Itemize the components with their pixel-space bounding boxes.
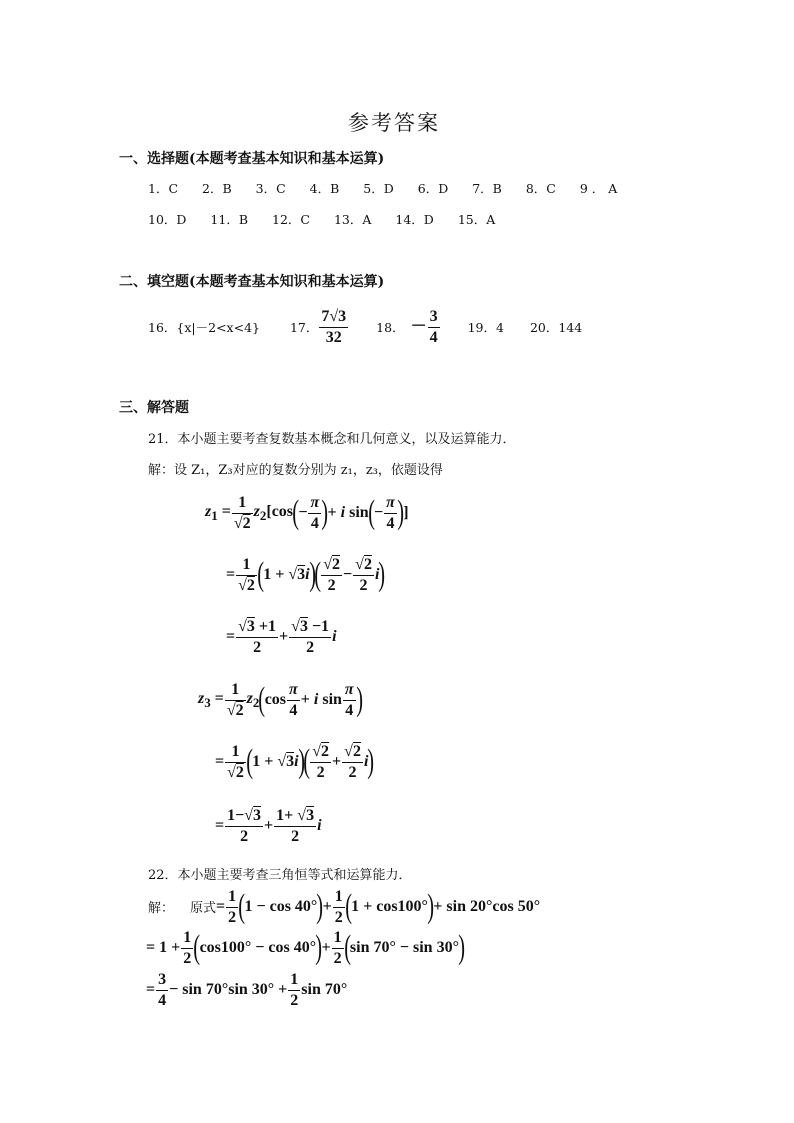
choice-answers-row-2 xyxy=(148,210,515,228)
choice-answers-row-1 xyxy=(148,179,637,197)
answer-18-label: 18． xyxy=(376,320,405,335)
answer-1: 1．C xyxy=(148,181,179,196)
page-title: 参考答案 xyxy=(348,111,440,135)
answer-16-label: 16． xyxy=(148,320,177,335)
answer-18-numerator: 3 xyxy=(428,309,440,328)
answer-9: 9 ． A xyxy=(579,181,618,196)
q22-intro: 22．本小题主要考查三角恒等式和运算能力． xyxy=(148,868,412,883)
answer-19: 19．4 xyxy=(467,320,504,335)
equation-z3-line-1: $z_3$ = $\frac{1}{√2}$ $z_2$ ( cos $\frac{\pi}{4}$ + i sin $\frac{\pi}{4}$ ) xyxy=(198,680,363,719)
equation-z1-line-2: = $\frac{1}{√2}$ ( 1 + √3i ) ( $\frac{√2}{2}$ − $\frac{√2}{2}$ i ) xyxy=(226,555,386,594)
equation-q22-line-1: 解： 原式 = $\frac{1}{2}$ ( 1 − cos 40° ) + $\frac{1}{2}$ ( 1 + cos100° ) + sin 20°cos 50° xyxy=(148,887,541,926)
q22-solution-label: 解： xyxy=(148,899,175,915)
answer-10: 10．D xyxy=(148,212,187,227)
answer-20: 20．144 xyxy=(529,320,583,335)
answer-11: 11．B xyxy=(210,212,249,227)
section-3-heading: 三、解答题 xyxy=(119,400,189,416)
answer-15: 15．A xyxy=(457,212,496,227)
answer-4: 4．B xyxy=(309,181,340,196)
section-2-heading: 二、填空题(本题考查基本知识和基本运算) xyxy=(119,274,385,290)
equation-q22-line-3: = $\frac{3}{4}$ − sin 70°sin 30° + $\frac{1}{2}$ sin 70° xyxy=(146,970,348,1009)
answer-12: 12．C xyxy=(272,212,310,227)
answer-3: 3．C xyxy=(255,181,286,196)
q22-original-label: 原式 xyxy=(190,899,217,915)
equation-z1-line-3: = $\frac{√3 +1}{2}$ + $\frac{√3 -1}{2}$ i xyxy=(226,617,337,656)
answer-13: 13．A xyxy=(333,212,372,227)
q21-solution-intro: 解：设 Z₁，Z₃对应的复数分别为 z₁，z₃，依题设得 xyxy=(148,463,443,478)
answer-17-denominator: 32 xyxy=(325,328,342,346)
answer-17-label: 17． xyxy=(289,320,319,335)
answer-2: 2．B xyxy=(202,181,232,196)
answer-18-sign: － xyxy=(410,318,427,335)
answer-16-value: {x|－2<x<4} xyxy=(176,320,260,335)
answer-5: 5．D xyxy=(363,181,394,196)
q21-intro: 21．本小题主要考查复数基本概念和几何意义，以及运算能力． xyxy=(148,432,516,447)
answer-6: 6．D xyxy=(417,181,449,196)
equation-z3-line-3: = $\frac{1-√3}{2}$ + $\frac{1+ √3}{2}$ i xyxy=(215,806,322,845)
answer-17-numerator: 7√3 xyxy=(319,309,348,328)
equation-z3-line-2: = $\frac{1}{√2}$ ( 1 + √3i ) ( $\frac{√2}{2}$ + $\frac{√2}{2}$ i ) xyxy=(215,742,375,781)
answer-18-denominator: 4 xyxy=(429,328,438,346)
answer-8: 8．C xyxy=(525,181,556,196)
answer-18-fraction xyxy=(428,309,440,346)
fill-answers-row xyxy=(148,305,582,349)
equation-q22-line-2: = 1 + $\frac{1}{2}$ ( cos100° − cos 40° ) + $\frac{1}{2}$ ( sin 70° − sin 30° ) xyxy=(146,928,466,967)
section-1-heading: 一、选择题(本题考查基本知识和基本运算) xyxy=(119,151,385,167)
answer-7: 7．B xyxy=(472,181,502,196)
answer-14: 14．D xyxy=(395,212,434,227)
equation-z1-line-1: $z_1$ = $\frac{1}{√2}$ $z_2[\cos$ ( − $\frac{\pi}{4}$ ) + i sin ( − $\frac{\pi}{4}$ ) ] xyxy=(205,493,409,532)
answer-17-fraction xyxy=(319,309,348,346)
